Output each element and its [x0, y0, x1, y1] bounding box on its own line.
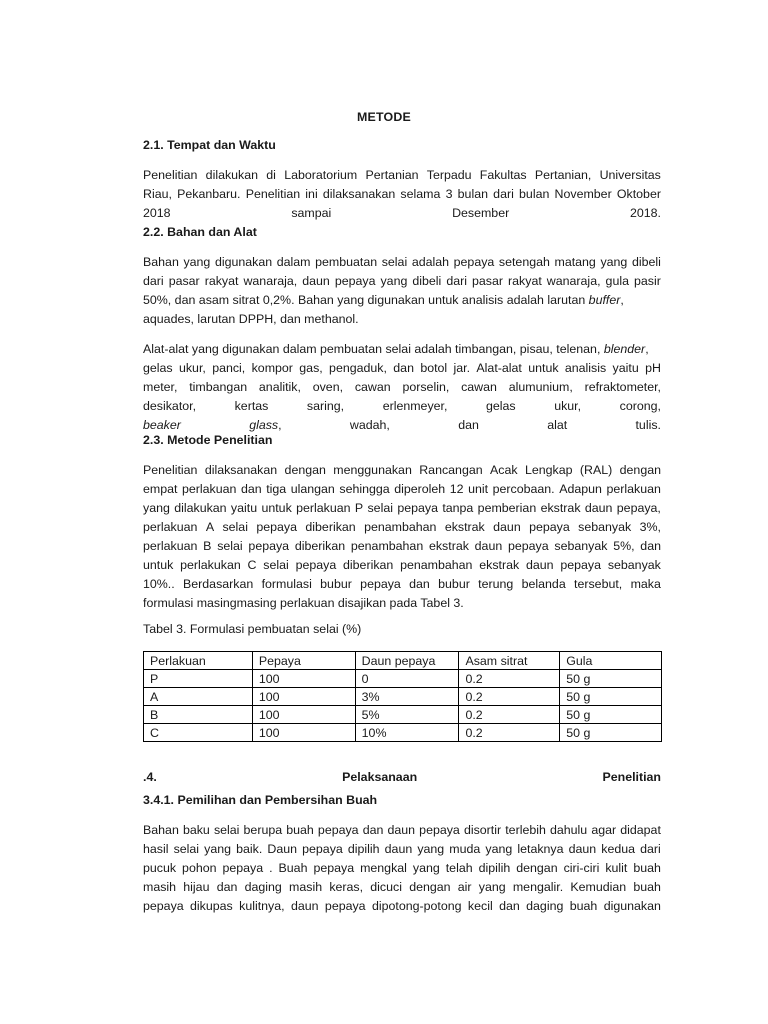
table-cell: 50 g [560, 706, 662, 724]
table-cell: A [144, 688, 253, 706]
table-row [144, 706, 662, 724]
text-line: 10%.. Berdasarkan formulasi bubur pepaya dan bubur terung belanda tersebut, maka [143, 577, 661, 591]
table-cell: 3% [355, 688, 459, 706]
heading-pelaksanaan-penelitian: .4. Pelaksanaan Penelitian [143, 770, 661, 784]
text-line: pucuk pohon pepaya . Buah pepaya mengkal yang telah dipilih dengan ciri-ciri kulit buah [143, 861, 661, 875]
table-cell: 50 g [560, 670, 662, 688]
column-header: Asam sitrat [459, 652, 560, 670]
text-line: gelas ukur, panci, kompor gas, pengaduk, dan botol jar. Alat-alat untuk analisis yaitu pH [143, 361, 661, 375]
table-caption: Tabel 3. Formulasi pembuatan selai (%) [143, 622, 362, 636]
text-line: perlakuan A selai pepaya diberikan penambahan ekstrak daun pepaya sebanyak 3%, [143, 520, 661, 534]
table-cell: 100 [252, 706, 355, 724]
formulation-table [143, 651, 662, 742]
text-line: dari pasar rakyat wanaraja, daun pepaya yang dibeli dari pasar rakyat wanaraja, gula pasir [143, 274, 661, 288]
text-line: pepaya dikupas kulitnya, daun pepaya dipotong-potong kecil dan daging buah digunakan [143, 899, 661, 913]
table-cell: 100 [252, 670, 355, 688]
table-row [144, 688, 662, 706]
paragraph-pemilihan-buah [143, 821, 661, 916]
text-line: Bahan yang digunakan dalam pembuatan selai adalah pepaya setengah matang yang dibeli [143, 255, 661, 269]
text-line: Penelitian dilaksanakan dengan menggunakan Rancangan Acak Lengkap (RAL) dengan [143, 463, 661, 477]
text-line: masih hijau dan daging masih keras, dicuci dengan air yang mengalir. Kemudian buah [143, 880, 661, 894]
table-cell: 0 [355, 670, 459, 688]
table-cell: 100 [252, 724, 355, 742]
heading-tempat-waktu: 2.1. Tempat dan Waktu [143, 138, 276, 152]
paragraph-tempat-waktu [143, 166, 661, 223]
table-cell: 10% [355, 724, 459, 742]
table-cell: 0.2 [459, 688, 560, 706]
table-cell: 100 [252, 688, 355, 706]
table-cell: P [144, 670, 253, 688]
text-line: Penelitian dilakukan di Laboratorium Pertanian Terpadu Fakultas Pertanian, Universitas [143, 168, 661, 182]
text-line: Riau, Pekanbaru. Penelitian ini dilaksanakan selama 3 bulan dari bulan November Oktober [143, 187, 661, 201]
column-header: Daun pepaya [355, 652, 459, 670]
table-cell: 0.2 [459, 706, 560, 724]
text-line: 2018 sampai Desember 2018. [143, 206, 661, 220]
text-line: untuk perlakukan C selai pepaya diberikan penambahan ekstrak daun pepaya sebanyak [143, 558, 661, 572]
column-header: Pepaya [252, 652, 355, 670]
table-cell: C [144, 724, 253, 742]
text-line: Alat-alat yang digunakan dalam pembuatan selai adalah timbangan, pisau, telenan, blender, [143, 342, 649, 356]
paragraph-metode [143, 461, 661, 613]
column-header: Perlakuan [144, 652, 253, 670]
heading-metode-penelitian: 2.3. Metode Penelitian [143, 433, 273, 447]
text-line: meter, timbangan analitik, oven, cawan porselin, cawan alumunium, refraktometer, [143, 380, 661, 394]
table-row [144, 724, 662, 742]
heading-pemilihan-buah: 3.4.1. Pemilihan dan Pembersihan Buah [143, 793, 378, 807]
table-cell: B [144, 706, 253, 724]
text-line: aquades, larutan DPPH, dan methanol. [143, 312, 359, 326]
table-cell: 5% [355, 706, 459, 724]
text-line: yang dilakukan yaitu untuk perlakuan P selai pepaya tanpa pemberian ekstrak daun pepaya, [143, 501, 661, 515]
paragraph-alat [143, 340, 661, 435]
page-title: METODE [357, 110, 411, 124]
text-line: 50%, dan asam sitrat 0,2%. Bahan yang digunakan untuk analisis adalah larutan buffer, [143, 293, 624, 307]
table-cell: 50 g [560, 688, 662, 706]
text-line: formulasi masingmasing perlakuan disajikan pada Tabel 3. [143, 596, 464, 610]
text-line: Bahan baku selai berupa buah pepaya dan daun pepaya disortir terlebih dahulu agar didapat [143, 823, 661, 837]
column-header: Gula [560, 652, 662, 670]
table-cell: 0.2 [459, 670, 560, 688]
text-line: empat perlakuan dan tiga ulangan sehingga diperoleh 12 unit percobaan. Adapun perlakuan [143, 482, 661, 496]
text-line: desikator, kertas saring, erlenmeyer, gelas ukur, corong, [143, 399, 661, 413]
text-line: hasil selai yang baik. Daun pepaya dipilih daun yang muda yang letaknya daun kedua dari [143, 842, 661, 856]
table-header-row [144, 652, 662, 670]
table-cell: 50 g [560, 724, 662, 742]
table-row [144, 670, 662, 688]
table-cell: 0.2 [459, 724, 560, 742]
paragraph-bahan [143, 253, 661, 329]
heading-bahan-alat: 2.2. Bahan dan Alat [143, 225, 257, 239]
text-line: perlakuan B selai pepaya diberikan penambahan ekstrak daun pepaya sebanyak 5%, dan [143, 539, 661, 553]
text-line: beaker glass, wadah, dan alat tulis. [143, 418, 661, 432]
